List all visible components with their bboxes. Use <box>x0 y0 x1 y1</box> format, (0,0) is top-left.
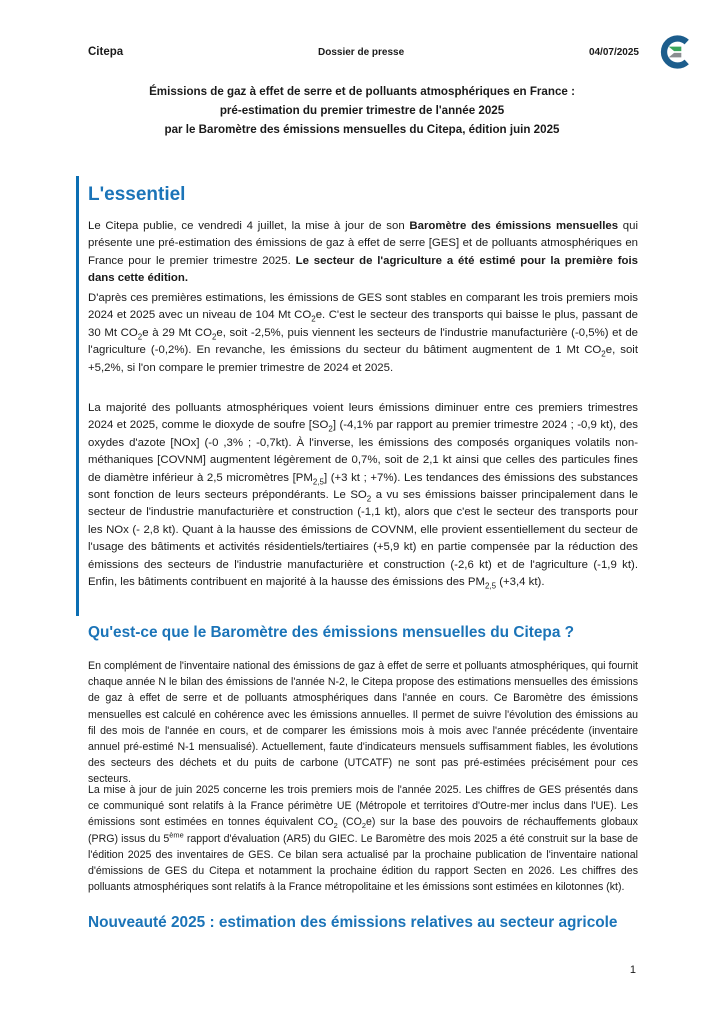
text-run: e, soit -2,5%, puis viennent les secteurs de l'industrie manufacturière (-0,5%) et de l'agriculture (-0,2%). En revanche, les émissions du secteur du bâtiment augmentent de 1 Mt CO <box>88 326 638 357</box>
subscript: 2 <box>328 424 333 434</box>
text-run: La mise à jour de juin 2025 concerne les trois premiers mois de l'année 2025. Les chiffres de GES présentés dans ce communiqué sont relatifs à la France périmètre UE (Métropole et territoires d'Outre-mer inclus dans l'UE). Les émissions sont estimées en tonnes équivalent CO <box>88 784 638 829</box>
text-run: (CO <box>337 816 362 829</box>
barometre-paragraph-1 <box>88 658 638 788</box>
title-line-3: par le Baromètre des émissions mensuelles du Citepa, édition juin 2025 <box>164 123 560 136</box>
bold-text: Le secteur de l'agriculture a été estimé pour la première fois dans cette édition. <box>88 254 638 285</box>
text-run: e, soit +5,2%, si l'on compare le premier trimestre de 2024 et 2025. <box>88 344 638 374</box>
text-run: a vu ses émissions baisser principalement dans le secteur de l'industrie manufacturière et construction (-1,1 kt), alors que c'est le secteur des transports pour les NOx (- 2,8 kt). Quant à la hausse des émissions de COVNM, elle provient essentiellement du secteur de l'usage des bâtiments et activités résidentiels/tertiaires (+5,9 kt) en partie compensée par la réduction des émissions des secteurs de l'industrie manufacturière et construction (-2,6 kt) et de l'agriculture (-1,9 kt). Enfin, les bâtiments contribuent en majorité à la hausse des émissions des PM <box>88 489 638 589</box>
subscript: 2 <box>333 821 338 831</box>
text-run: Le Citepa publie, ce vendredi 4 juillet, la mise à jour de son <box>88 220 410 232</box>
subscript: 2 <box>211 332 217 342</box>
page-header <box>88 46 639 62</box>
essentiel-paragraph-2 <box>88 290 638 377</box>
essentiel-accent-bar <box>76 176 79 616</box>
title-line-2: pré-estimation du premier trimestre de l'année 2025 <box>219 104 505 117</box>
text-run: e) sur la base des pouvoirs de réchauffements globaux (PRG) issus du 5 <box>88 816 638 845</box>
subscript: 2 <box>311 314 316 324</box>
text-run: D'après ces premières estimations, les émissions de GES sont stables en comparant les trois premiers mois 2024 et 2025 avec un niveau de 104 Mt CO <box>88 292 638 322</box>
text-run: La majorité des polluants atmosphériques voient leurs émissions diminuer entre ces premiers trimestres 2024 et 2025, comme le dioxyde de soufre [SO <box>88 402 638 432</box>
subscript: 2 <box>361 821 367 831</box>
subscript: 2 <box>366 494 372 504</box>
barometre-paragraph-2 <box>88 782 638 895</box>
page-number: 1 <box>629 964 636 976</box>
subscript: 2,5 <box>312 476 324 486</box>
subscript: 2,5 <box>484 581 497 591</box>
bold-text: Baromètre des émissions mensuelles <box>409 220 619 232</box>
subscript: 2 <box>137 332 143 342</box>
subscript: 2 <box>601 349 606 359</box>
text-run: En complément de l'inventaire national des émissions de gaz à effet de serre et polluants atmosphériques, qui fournit chaque année N le bilan des émissions de l'année N-2, le Citepa propose des estimations mensuelles des émissions de gaz à effet de serre et de polluants atmosphériques dans l'année en cours. Ce Baromètre des émissions mensuelles est calculé en cohérence avec les émissions annuelles. Il permet de suivre l'évolution des émissions au fil des mois de l'année en cours, et de comparer les émissions mois à mois avec l'année précédente (inventaire annuel pré-estimé N-1 mensualisé). Actuellement, faute d'indicateurs mensuels suffisamment fiables, les évolutions des secteurs des déchets et du puits de carbone (UTCATF) ne sont pas pré-estimées précisément pour ces secteurs. <box>88 660 638 786</box>
barometre-heading: Qu'est-ce que le Baromètre des émissions mensuelles du Citepa ? <box>88 624 575 641</box>
text-run: e. C'est le secteur des transports qui baisse le plus, passant de 30 Mt CO <box>88 309 638 339</box>
text-run: rapport d'évaluation (AR5) du GIEC. Le Baromètre des mois 2025 a été construit sur la base de l'édition 2025 des inventaires de GES. Ce bilan sera actualisé par la prochaine publication de l'inventaire national d'émissions de GES du Citepa et notamment la prochaine édition du rapport Secten en 2026. Les chiffres des polluants atmosphériques sont relatifs à la France métropolitaine et les émissions sont estimées en kilotonnes (kt). <box>88 832 639 894</box>
essentiel-heading: L'essentiel <box>88 184 186 205</box>
essentiel-paragraph-3 <box>88 400 638 591</box>
text-run: qui présente une pré-estimation des émissions de gaz à effet de serre [GES] et de polluants atmosphériques en France pour le premier trimestre 2025. <box>88 220 639 267</box>
header-org: Citepa <box>88 46 124 58</box>
header-date: 04/07/2025 <box>588 47 639 58</box>
document-title <box>88 82 636 139</box>
citepa-logo-icon <box>656 34 694 70</box>
superscript: ème <box>169 830 184 840</box>
text-run: (+3,4 kt). <box>496 576 545 589</box>
title-line-1: Émissions de gaz à effet de serre et de polluants atmosphériques en France : <box>149 85 575 98</box>
essentiel-paragraph-1 <box>88 218 638 288</box>
text-run: e à 29 Mt CO <box>142 326 212 339</box>
text-run: ] (-4,1% par rapport au premier trimestre 2024 ; -0,9 kt), des oxydes d'azote [NOx] (-0 ,3% ; -0,7kt). À l'inverse, les émissions des composés organiques volatils non-méthaniques [COVNM] augmentent légèrement de 0,7%, soit de 2,1 kt ainsi que celles des particules fines de diamètre inférieur à 2,5 micromètres [PM <box>88 419 638 484</box>
header-doc-type: Dossier de presse <box>318 47 405 58</box>
nouveaute-heading: Nouveauté 2025 : estimation des émissions relatives au secteur agricole <box>88 914 618 931</box>
text-run: ] (+3 kt ; +7%). Les tendances des émissions des substances sont fonction de leurs secteurs prépondérants. Le SO <box>88 471 638 502</box>
